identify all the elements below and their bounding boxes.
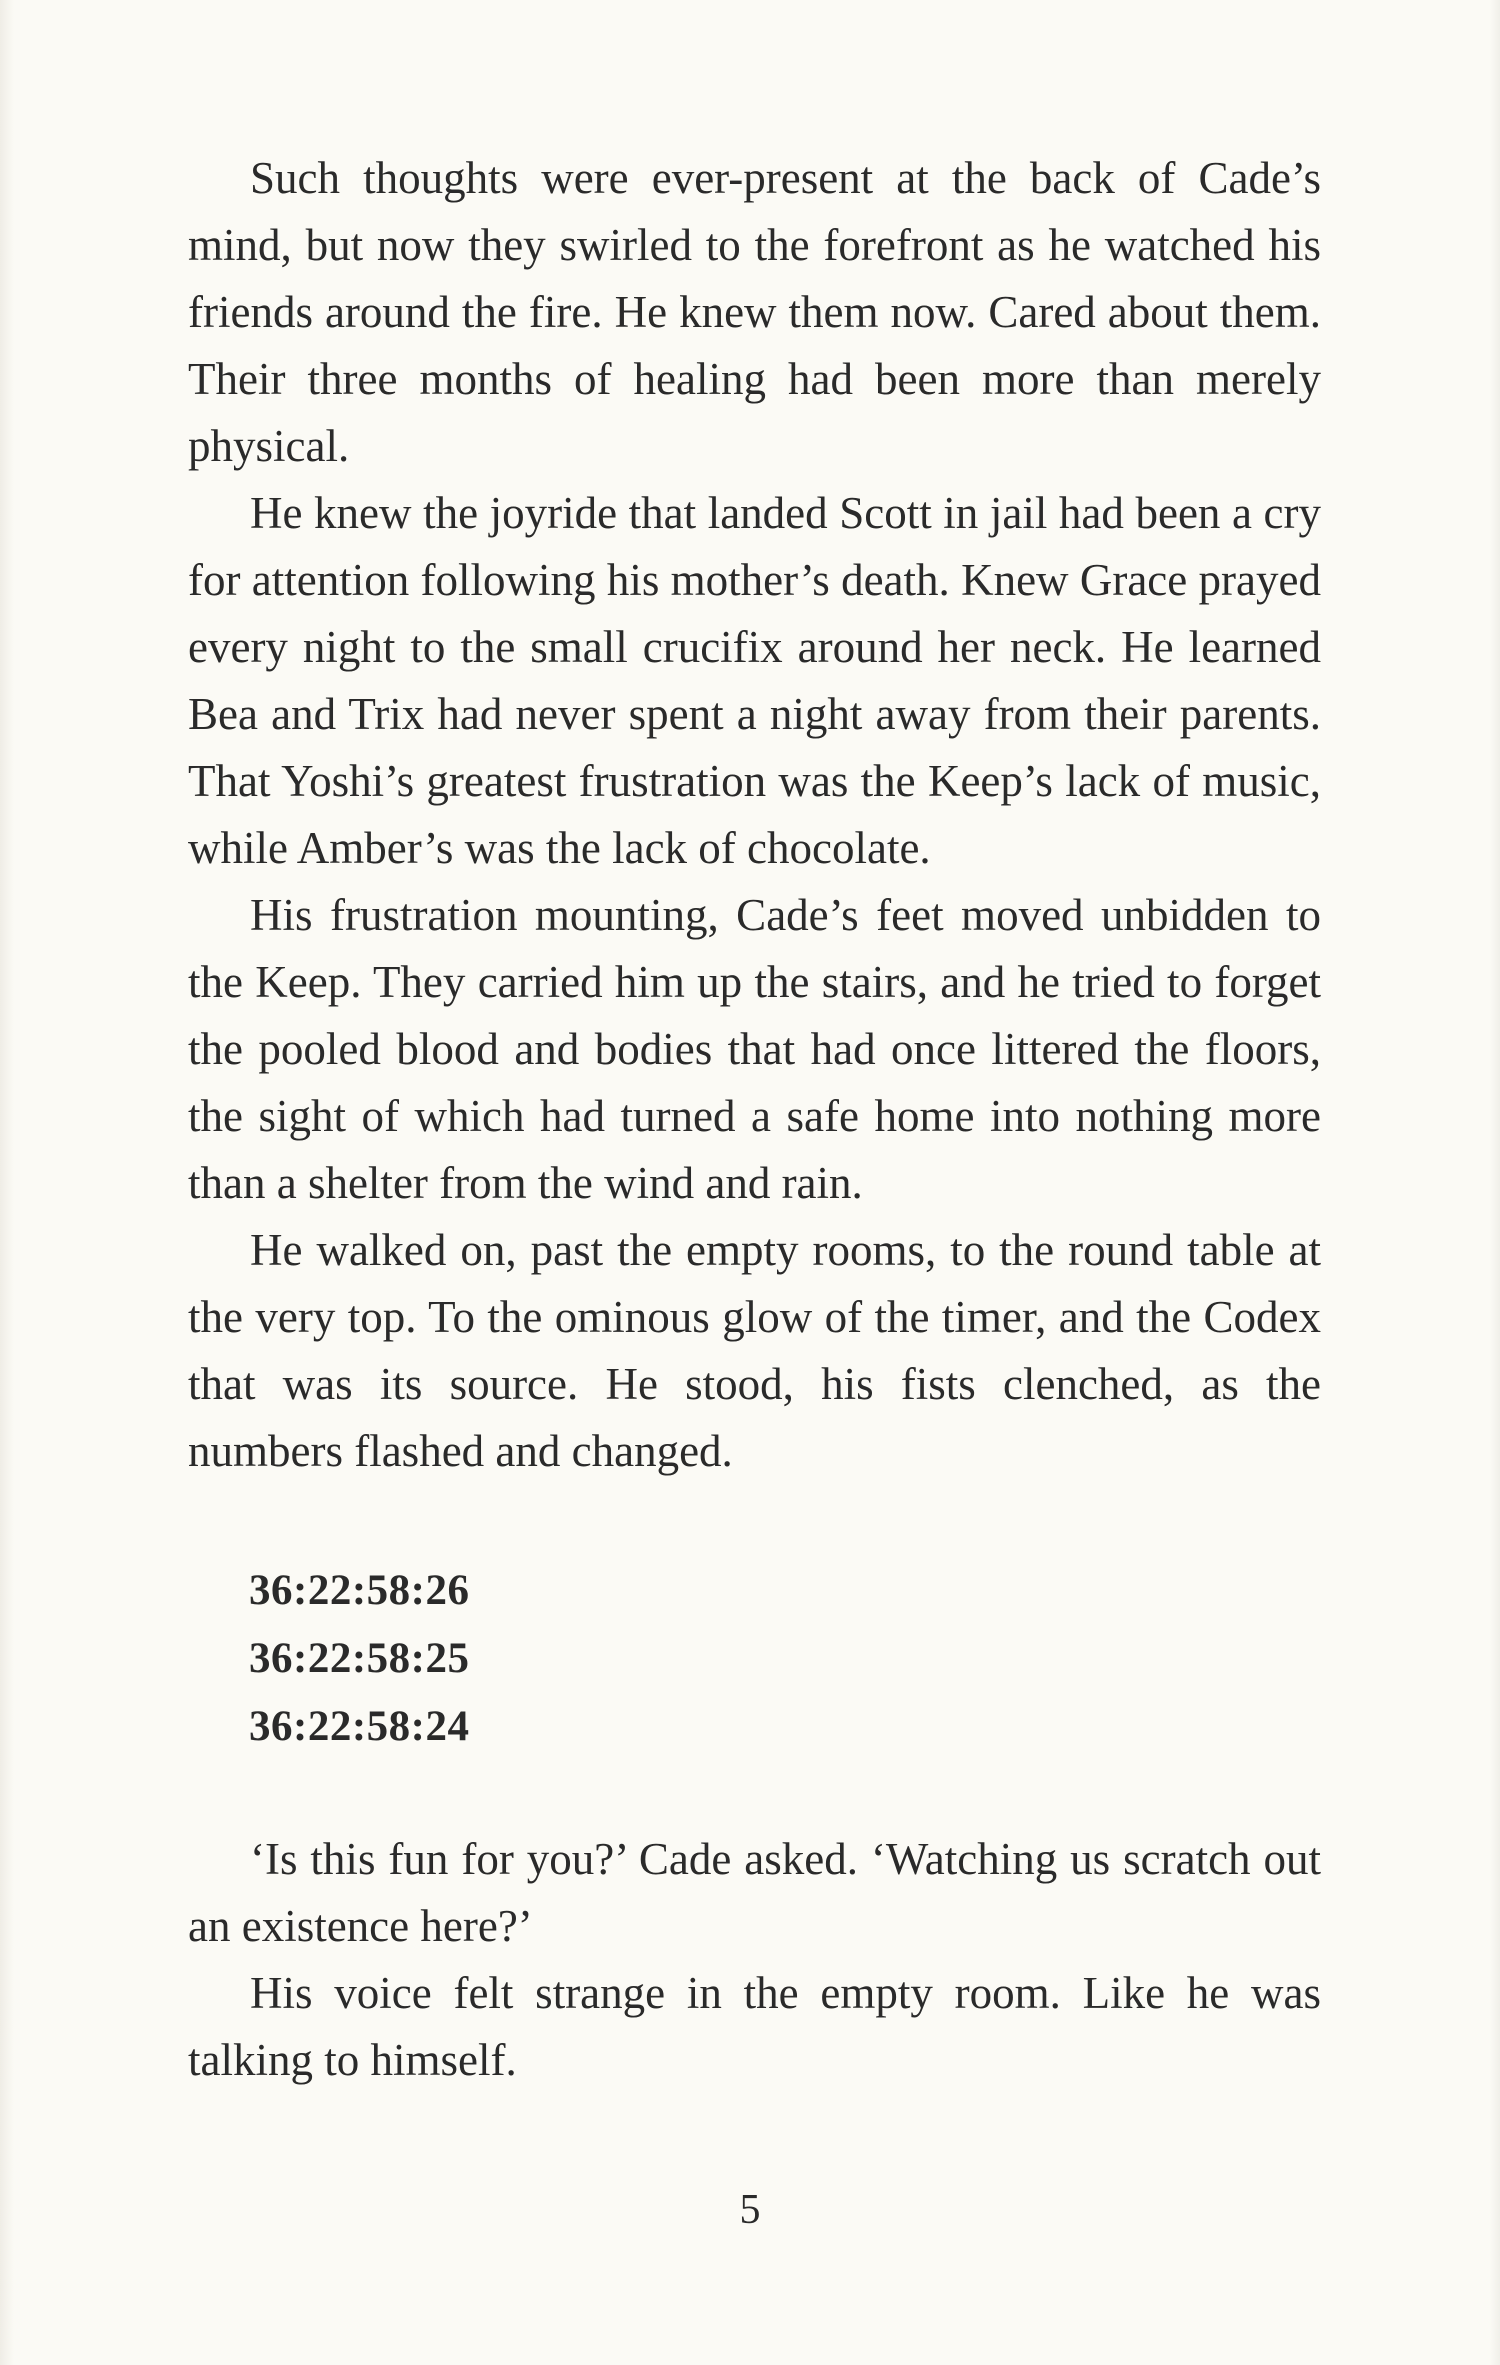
page-number: 5 — [739, 2187, 761, 2233]
paragraph: His frustration mounting, Cade’s feet moved unbidden to the Keep. They carried him up the stairs, and he tried to forget the pooled blood and bodies that had once littered the floors, the sight of which had turned a safe home into nothing more than a shelter from the wind and rain. — [188, 890, 1321, 1208]
body-text-upper — [188, 145, 1321, 1485]
timer-line: 36:22:58:25 — [249, 1635, 470, 1682]
timer-line: 36:22:58:24 — [249, 1703, 470, 1750]
paragraph: He knew the joyride that landed Scott in jail had been a cry for attention following his mother’s death. Knew Grace prayed every night to the small crucifix around her neck. He learned Bea and Trix had never spent a night away from their parents. That Yoshi’s greatest frustration was the Keep’s lack of music, while Amber’s was the lack of chocolate. — [188, 488, 1321, 873]
paragraph: Such thoughts were ever-present at the back of Cade’s mind, but now they swirled to the forefront as he watched his friends around the fire. He knew them now. Cared about them. Their three months of healing had been more than merely physical. — [188, 153, 1321, 471]
body-text-lower — [188, 1826, 1321, 2094]
timer-readout — [249, 1557, 469, 1761]
paragraph: He walked on, past the empty rooms, to the round table at the very top. To the ominous glow of the timer, and the Codex that was its source. He stood, his fists clenched, as the numbers flashed and changed. — [188, 1225, 1321, 1476]
page-edge-shadow-left — [0, 0, 14, 2365]
timer-line: 36:22:58:26 — [249, 1567, 470, 1614]
paragraph: ‘Is this fun for you?’ Cade asked. ‘Watching us scratch out an existence here?’ — [188, 1834, 1321, 1951]
page-edge-shadow-right — [1490, 0, 1500, 2365]
paragraph: His voice felt strange in the empty room. Like he was talking to himself. — [188, 1968, 1321, 2085]
